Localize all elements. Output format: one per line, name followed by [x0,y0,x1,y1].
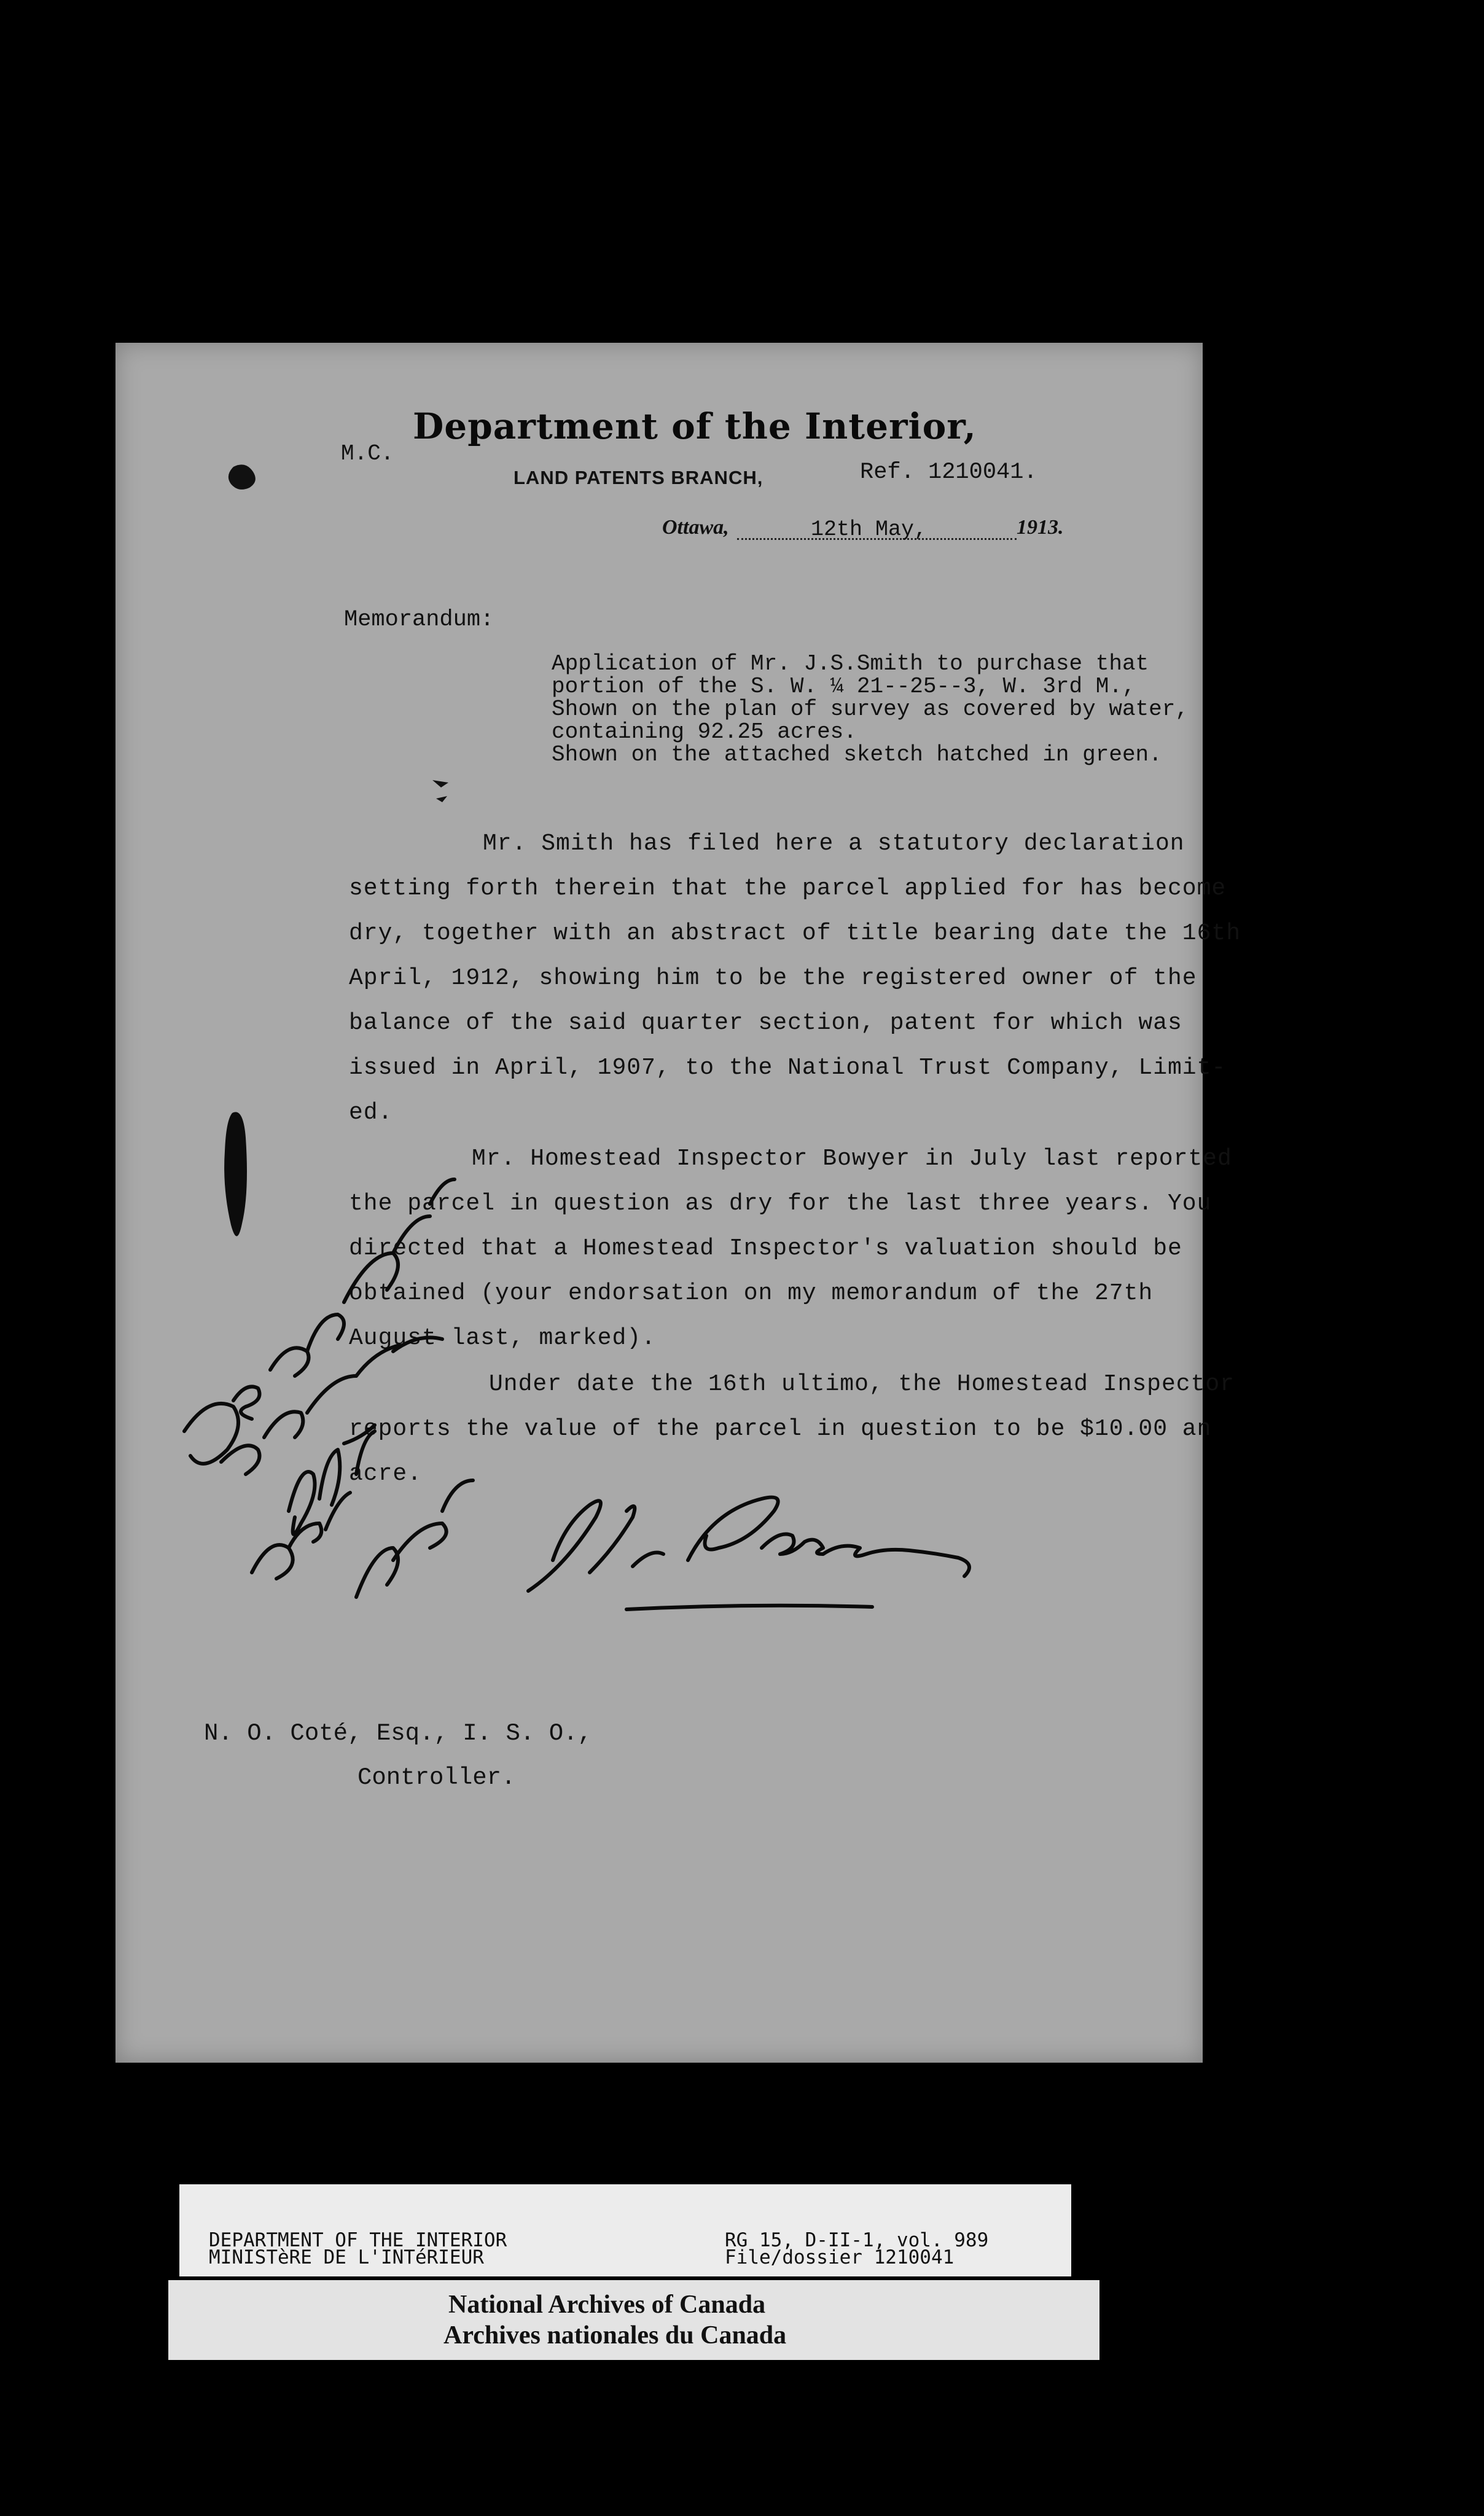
ink-blot-mark [228,464,256,489]
archive-department-en: DEPARTMENT OF THE INTERIOR [209,2229,507,2251]
archives-name-en: National Archives of Canada [448,2291,766,2319]
body-line: balance of the said quarter section, patent for which was [349,1010,1182,1036]
subject-line: containing 92.25 acres. [552,719,857,744]
subject-line: portion of the S. W. ¼ 21--25--3, W. 3rd M., [552,674,1136,699]
archives-name-fr: Archives nationales du Canada [443,2321,787,2350]
memo-initials: M.C. [341,441,394,466]
addressee-name: N. O. Coté, Esq., I. S. O., [204,1720,592,1747]
body-line: Under date the 16th ultimo, the Homestead Inspector [489,1371,1235,1397]
signature-handwriting [528,1498,969,1610]
body-line: issued in April, 1907, to the National Trust Company, Limit- [349,1055,1227,1081]
memo-date: 12th May, [811,517,928,542]
body-line: Mr. Smith has filed here a statutory declaration [483,830,1185,857]
memo-heading: Memorandum: [344,607,494,633]
archive-record-group: RG 15, D-II-1, vol. 989 [725,2229,989,2251]
subject-line: Application of Mr. J.S.Smith to purchase that [552,651,1149,676]
body-line: acre. [349,1461,423,1487]
branch-name: LAND PATENTS BRANCH, [514,467,763,488]
body-line: dry, together with an abstract of title bearing date the 16th [349,920,1241,947]
archive-label-strip [179,2184,1071,2276]
margin-annotation-handwriting [184,1179,473,1597]
ink-blot-large [224,1112,247,1236]
body-line: reports the value of the parcel in question to be $10.00 an [349,1416,1212,1442]
body-line: April, 1912, showing him to be the registered owner of the [349,965,1197,991]
body-line: directed that a Homestead Inspector's valuation should be [349,1235,1182,1262]
body-line: the parcel in question as dry for the last three years. You [349,1190,1212,1217]
department-letterhead: Department of the Interior, [413,405,977,447]
body-line: ed. [349,1100,393,1126]
body-line: Mr. Homestead Inspector Bowyer in July last reported [472,1146,1232,1172]
reference-number: Ref. 1210041. [860,459,1037,485]
subject-line: Shown on the attached sketch hatched in green. [552,742,1162,767]
subject-line: Shown on the plan of survey as covered by water, [552,697,1189,722]
body-line: setting forth therein that the parcel applied for has become [349,875,1227,902]
body-line: August last, marked). [349,1325,656,1351]
memo-year: 1913. [1017,516,1064,539]
archives-banner [168,2280,1099,2360]
body-line: obtained (your endorsation on my memorandum of the 27th [349,1280,1154,1307]
archive-file-number: File/dossier 1210041 [725,2246,955,2268]
ink-mark-small [432,780,448,802]
archive-department-fr: MINISTèRE DE L'INTéRIEUR [209,2246,484,2268]
addressee-title: Controller. [357,1764,516,1791]
place-label: Ottawa, [662,516,729,539]
